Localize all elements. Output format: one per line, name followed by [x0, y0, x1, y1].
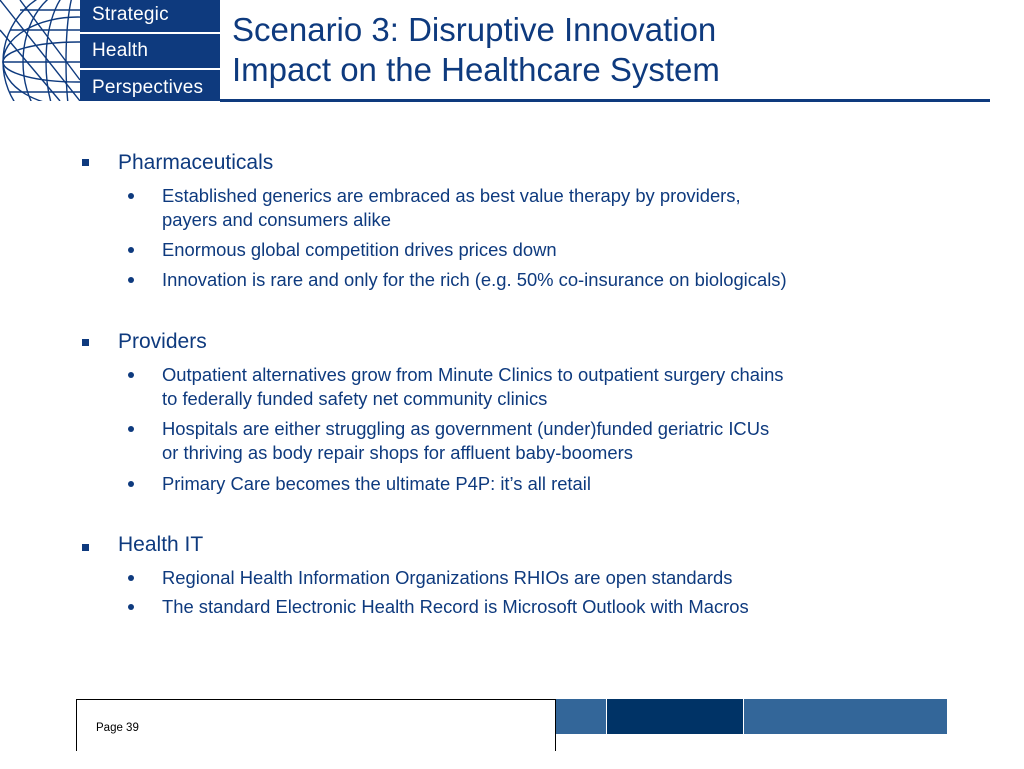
section-heading: Providers — [118, 330, 207, 353]
list-item-line: to federally funded safety net community clinics — [162, 388, 548, 409]
section-heading: Health IT — [118, 533, 204, 556]
list-item-line: Regional Health Information Organizations RHIOs are open standards — [162, 567, 733, 588]
list-item-line: Innovation is rare and only for the rich (e.g. 50% co-insurance on biologicals) — [162, 269, 787, 290]
round-bullet-icon — [128, 193, 134, 199]
list-item-line: Enormous global competition drives prices down — [162, 239, 557, 260]
list-item-line: Primary Care becomes the ultimate P4P: it’s all retail — [162, 473, 591, 494]
list-item — [162, 472, 952, 496]
round-bullet-icon — [128, 372, 134, 378]
round-bullet-icon — [128, 426, 134, 432]
list-item-line: payers and consumers alike — [162, 209, 391, 230]
list-item-line: The standard Electronic Health Record is Microsoft Outlook with Macros — [162, 596, 749, 617]
logo-text-line: Perspectives — [92, 77, 204, 98]
round-bullet-icon — [128, 481, 134, 487]
square-bullet-icon — [82, 544, 89, 551]
logo-text-line: Strategic — [92, 4, 169, 25]
page-number: Page 39 — [96, 722, 139, 734]
round-bullet-icon — [128, 604, 134, 610]
footer-color-bar — [607, 699, 743, 734]
footer-color-bar — [744, 699, 947, 734]
slide-title-line: Impact on the Healthcare System — [232, 51, 720, 88]
square-bullet-icon — [82, 159, 89, 166]
section-heading: Pharmaceuticals — [118, 151, 274, 174]
list-item — [162, 238, 952, 262]
footer-divider — [76, 699, 77, 751]
list-item — [162, 566, 952, 590]
round-bullet-icon — [128, 277, 134, 283]
list-item — [162, 363, 952, 411]
slide-title-line: Scenario 3: Disruptive Innovation — [232, 11, 717, 48]
list-item-line: or thriving as body repair shops for affluent baby-boomers — [162, 442, 633, 463]
footer — [76, 699, 556, 769]
list-item — [162, 184, 952, 232]
square-bullet-icon — [82, 339, 89, 346]
list-item — [162, 595, 952, 619]
round-bullet-icon — [128, 247, 134, 253]
list-item — [162, 417, 952, 465]
list-item-line: Established generics are embraced as best value therapy by providers, — [162, 185, 741, 206]
footer-color-bar — [556, 699, 606, 734]
list-item-line: Outpatient alternatives grow from Minute Clinics to outpatient surgery chains — [162, 364, 784, 385]
list-item-line: Hospitals are either struggling as government (under)funded geriatric ICUs — [162, 418, 770, 439]
list-item — [162, 268, 952, 292]
logo-text-line: Health — [92, 40, 149, 61]
round-bullet-icon — [128, 575, 134, 581]
